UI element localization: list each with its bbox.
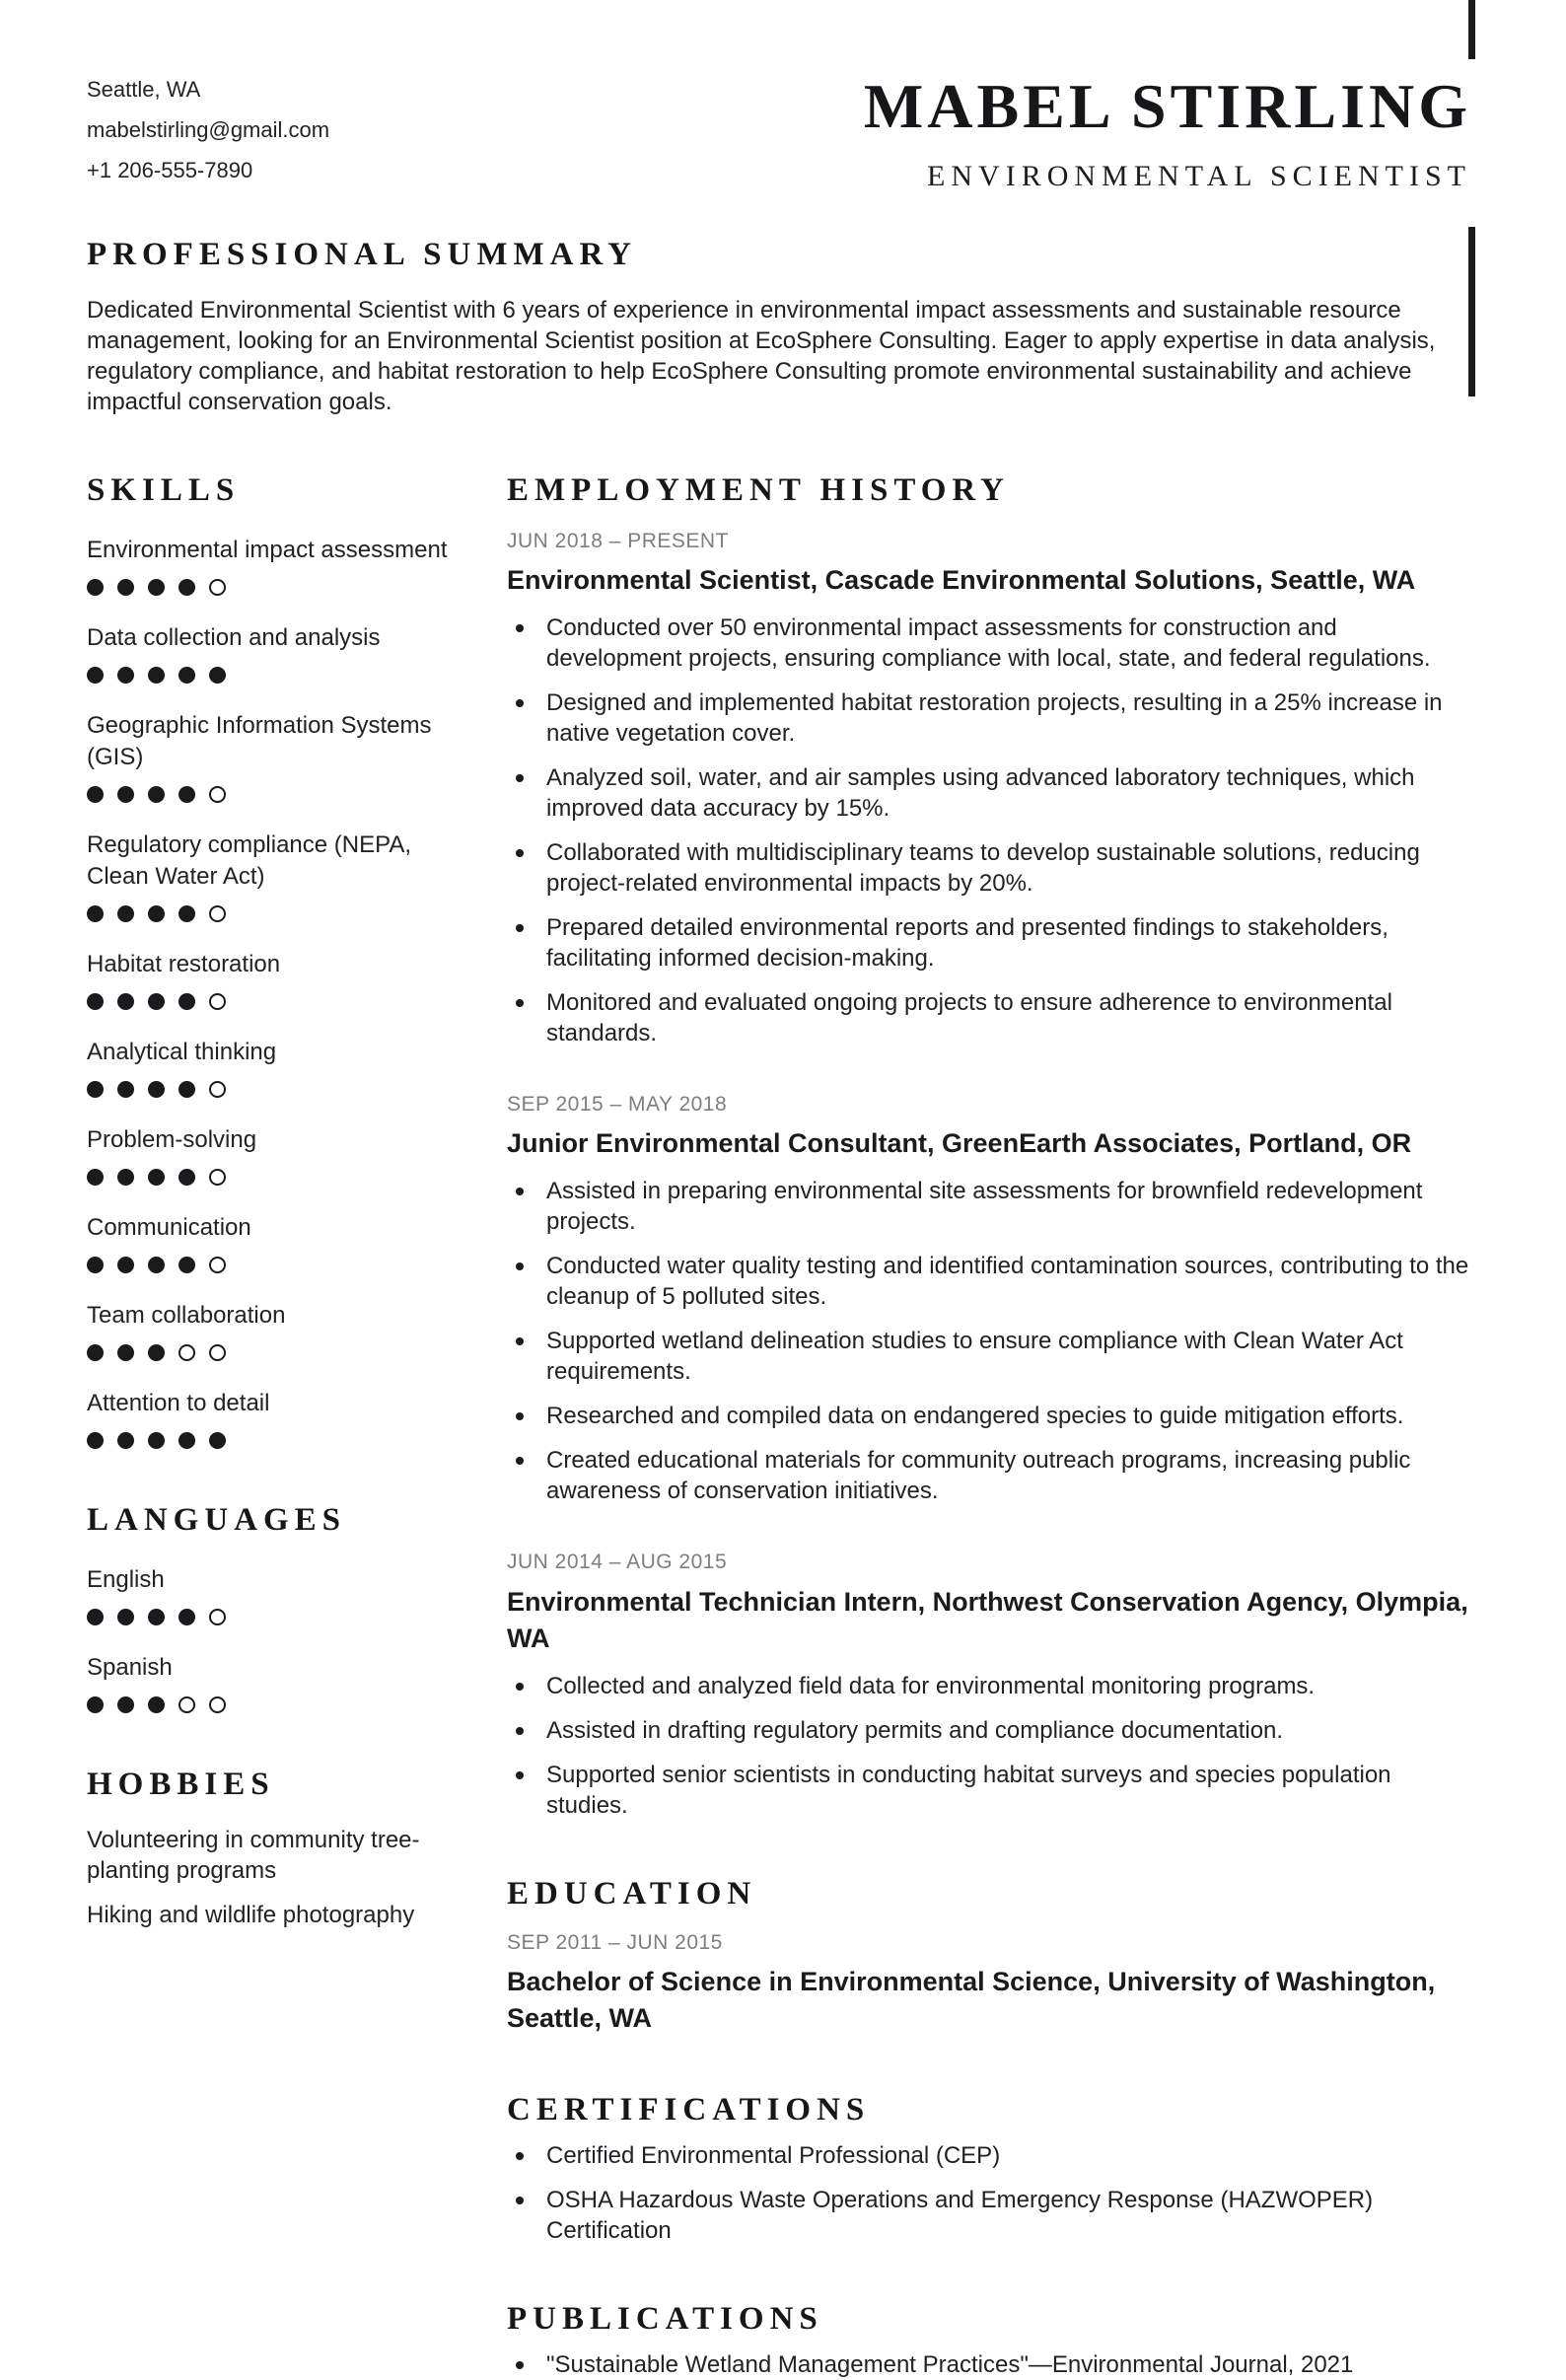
rating-dot-filled bbox=[178, 905, 195, 922]
bullet-item: Designed and implemented habitat restoration projects, resulting in a 25% increase in native vegetation cover. bbox=[507, 687, 1475, 749]
bullet-item: "Sustainable Wetland Management Practices"—Environmental Journal, 2021 bbox=[507, 2349, 1475, 2380]
rating-dots bbox=[87, 667, 454, 684]
education-entry bbox=[507, 1930, 1475, 2037]
job-entry bbox=[507, 529, 1475, 1048]
rating-dot-filled bbox=[148, 1432, 165, 1449]
bullet-item: Certified Environmental Professional (CEP) bbox=[507, 2140, 1475, 2171]
rating-dot-empty bbox=[209, 1081, 226, 1098]
rating-dot-filled bbox=[87, 1696, 104, 1713]
rating-dot-filled bbox=[148, 786, 165, 803]
job-bullets bbox=[507, 613, 1475, 1048]
rating-dot-filled bbox=[87, 1432, 104, 1449]
rating-dots bbox=[87, 1257, 454, 1273]
rating-dot-filled bbox=[148, 905, 165, 922]
bullet-item: Supported wetland delineation studies to ensure compliance with Clean Water Act requirements. bbox=[507, 1326, 1475, 1387]
certifications-list bbox=[507, 2140, 1475, 2246]
rating-dot-filled bbox=[178, 1257, 195, 1273]
rating-dot-filled bbox=[178, 579, 195, 596]
rating-dot-filled bbox=[87, 667, 104, 684]
rated-skill-item bbox=[87, 622, 454, 684]
rating-dot-filled bbox=[87, 786, 104, 803]
rating-dots bbox=[87, 579, 454, 596]
rating-dot-filled bbox=[209, 1432, 226, 1449]
publications-heading: PUBLICATIONS bbox=[507, 2300, 823, 2337]
rating-dot-filled bbox=[117, 786, 134, 803]
job-dates: SEP 2015 – MAY 2018 bbox=[507, 1093, 728, 1117]
rated-skill-item bbox=[87, 949, 454, 1010]
hobby-item: Hiking and wildlife photography bbox=[87, 1902, 415, 1928]
rated-skill-item bbox=[87, 1037, 454, 1098]
rated-skill-item bbox=[87, 1212, 454, 1273]
education-section bbox=[507, 1875, 1475, 2037]
rating-dots bbox=[87, 1432, 454, 1449]
job-dates: JUN 2018 – PRESENT bbox=[507, 530, 729, 552]
hobbies-heading: HOBBIES bbox=[87, 1767, 275, 1802]
candidate-job-title: ENVIRONMENTAL SCIENTIST bbox=[927, 160, 1471, 192]
right-column bbox=[507, 474, 1475, 2380]
jobs-list bbox=[507, 529, 1475, 1821]
skill-label: Communication bbox=[87, 1214, 251, 1241]
languages-list bbox=[87, 1564, 454, 1713]
rated-skill-item bbox=[87, 710, 454, 803]
hobbies-section bbox=[87, 1768, 454, 1930]
rating-dot-filled bbox=[148, 667, 165, 684]
summary-heading: PROFESSIONAL SUMMARY bbox=[87, 237, 637, 272]
rating-dot-filled bbox=[148, 993, 165, 1010]
certifications-heading: CERTIFICATIONS bbox=[507, 2091, 871, 2128]
rating-dot-filled bbox=[117, 1696, 134, 1713]
skill-label: Spanish bbox=[87, 1654, 173, 1681]
rating-dots bbox=[87, 993, 454, 1010]
rated-skill-item bbox=[87, 1652, 454, 1713]
rating-dot-empty bbox=[209, 1169, 226, 1186]
rating-dot-filled bbox=[87, 1344, 104, 1361]
bullet-item: Collected and analyzed field data for environmental monitoring programs. bbox=[507, 1671, 1475, 1701]
rating-dot-empty bbox=[209, 1257, 226, 1273]
rating-dot-filled bbox=[87, 1081, 104, 1098]
job-dates: JUN 2014 – AUG 2015 bbox=[507, 1551, 728, 1574]
rating-dot-filled bbox=[117, 905, 134, 922]
rating-dot-filled bbox=[117, 579, 134, 596]
rated-skill-item bbox=[87, 1124, 454, 1186]
bullet-item: Assisted in preparing environmental site assessments for brownfield redevelopment projects. bbox=[507, 1176, 1475, 1237]
rating-dots bbox=[87, 1609, 454, 1625]
rating-dots bbox=[87, 905, 454, 922]
skills-heading: SKILLS bbox=[87, 472, 241, 508]
rating-dot-filled bbox=[117, 667, 134, 684]
rating-dot-empty bbox=[209, 993, 226, 1010]
header bbox=[87, 63, 1475, 193]
rating-dot-filled bbox=[148, 579, 165, 596]
rating-dot-filled bbox=[117, 1432, 134, 1449]
job-bullets bbox=[507, 1671, 1475, 1821]
rating-dot-filled bbox=[87, 579, 104, 596]
rating-dot-filled bbox=[178, 667, 195, 684]
skill-label: Analytical thinking bbox=[87, 1039, 277, 1065]
rating-dot-empty bbox=[209, 905, 226, 922]
rating-dot-empty bbox=[178, 1344, 195, 1361]
bullet-item: Conducted water quality testing and identified contamination sources, contributing to the cleanup of 5 polluted sites. bbox=[507, 1251, 1475, 1312]
bullet-item: Analyzed soil, water, and air samples using advanced laboratory techniques, which improved data accuracy by 15%. bbox=[507, 762, 1475, 824]
rating-dot-filled bbox=[87, 1609, 104, 1625]
rating-dot-filled bbox=[117, 1169, 134, 1186]
rating-dot-filled bbox=[87, 1169, 104, 1186]
rated-skill-item bbox=[87, 535, 454, 596]
bullet-item: Created educational materials for community outreach programs, increasing public awareness of conservation initiatives. bbox=[507, 1445, 1475, 1506]
job-bullets bbox=[507, 1176, 1475, 1506]
rating-dot-filled bbox=[117, 1344, 134, 1361]
rating-dot-filled bbox=[178, 786, 195, 803]
rating-dot-filled bbox=[148, 1257, 165, 1273]
rating-dot-filled bbox=[178, 993, 195, 1010]
rating-dot-filled bbox=[178, 1432, 195, 1449]
skills-list bbox=[87, 535, 454, 1449]
rating-dots bbox=[87, 1169, 454, 1186]
rating-dots bbox=[87, 786, 454, 803]
certifications-section bbox=[507, 2091, 1475, 2246]
skill-label: Regulatory compliance (NEPA, Clean Water Act) bbox=[87, 831, 412, 890]
skill-label: Problem-solving bbox=[87, 1126, 257, 1153]
education-list bbox=[507, 1930, 1475, 2037]
rating-dot-filled bbox=[178, 1081, 195, 1098]
contact-info bbox=[87, 63, 329, 190]
rating-dots bbox=[87, 1081, 454, 1098]
bullet-item: Prepared detailed environmental reports and presented findings to stakeholders, facilitating informed decision-making. bbox=[507, 912, 1475, 974]
hobby-item: Volunteering in community tree-planting programs bbox=[87, 1827, 420, 1884]
job-entry bbox=[507, 1550, 1475, 1820]
candidate-name: MABEL STIRLING bbox=[863, 71, 1471, 141]
employment-heading: EMPLOYMENT HISTORY bbox=[507, 472, 1010, 508]
rating-dot-empty bbox=[209, 1344, 226, 1361]
bullet-item: Conducted over 50 environmental impact assessments for construction and development projects, ensuring compliance with local, state, and federal regulations. bbox=[507, 613, 1475, 674]
rating-dot-filled bbox=[148, 1696, 165, 1713]
rating-dots bbox=[87, 1696, 454, 1713]
publications-section bbox=[507, 2300, 1475, 2380]
publications-list bbox=[507, 2349, 1475, 2380]
skill-label: Geographic Information Systems (GIS) bbox=[87, 712, 432, 770]
rating-dot-filled bbox=[117, 1609, 134, 1625]
rating-dot-filled bbox=[178, 1169, 195, 1186]
skills-section bbox=[87, 474, 454, 1449]
rating-dot-filled bbox=[148, 1081, 165, 1098]
skill-label: Team collaboration bbox=[87, 1302, 286, 1329]
skill-label: English bbox=[87, 1566, 165, 1593]
contact-location: Seattle, WA bbox=[87, 77, 201, 102]
bullet-item: Assisted in drafting regulatory permits and compliance documentation. bbox=[507, 1715, 1475, 1746]
rating-dot-filled bbox=[117, 1257, 134, 1273]
job-title: Environmental Scientist, Cascade Environmental Solutions, Seattle, WA bbox=[507, 565, 1416, 596]
job-dates: SEP 2011 – JUN 2015 bbox=[507, 1930, 723, 1954]
rating-dot-empty bbox=[178, 1696, 195, 1713]
rated-skill-item bbox=[87, 1564, 454, 1625]
job-title: Environmental Technician Intern, Northwest Conservation Agency, Olympia, WA bbox=[507, 1586, 1468, 1653]
job-entry bbox=[507, 1092, 1475, 1506]
left-column bbox=[87, 474, 454, 2380]
rating-dot-filled bbox=[178, 1609, 195, 1625]
rating-dot-empty bbox=[209, 786, 226, 803]
rating-dot-filled bbox=[87, 993, 104, 1010]
employment-section bbox=[507, 474, 1475, 1821]
skill-label: Attention to detail bbox=[87, 1390, 270, 1416]
skill-label: Data collection and analysis bbox=[87, 624, 381, 651]
decorative-bar-top bbox=[1468, 0, 1475, 59]
rating-dot-filled bbox=[87, 905, 104, 922]
two-column-body bbox=[87, 474, 1475, 2380]
rating-dot-filled bbox=[117, 993, 134, 1010]
contact-phone: +1 206-555-7890 bbox=[87, 158, 253, 182]
education-heading: EDUCATION bbox=[507, 1875, 757, 1911]
rating-dot-filled bbox=[117, 1081, 134, 1098]
rating-dot-filled bbox=[148, 1344, 165, 1361]
professional-summary-section bbox=[87, 239, 1475, 417]
rating-dots bbox=[87, 1344, 454, 1361]
rated-skill-item bbox=[87, 1388, 454, 1449]
bullet-item: Collaborated with multidisciplinary teams to develop sustainable solutions, reducing project-related environmental impacts by 20%. bbox=[507, 837, 1475, 899]
rating-dot-filled bbox=[148, 1169, 165, 1186]
rated-skill-item bbox=[87, 829, 454, 922]
job-title: Junior Environmental Consultant, GreenEarth Associates, Portland, OR bbox=[507, 1128, 1412, 1159]
contact-email: mabelstirling@gmail.com bbox=[87, 117, 330, 142]
hobbies-list bbox=[87, 1825, 454, 1930]
rated-skill-item bbox=[87, 1300, 454, 1361]
bullet-item: Researched and compiled data on endangered species to guide mitigation efforts. bbox=[507, 1401, 1475, 1431]
rating-dot-empty bbox=[209, 1696, 226, 1713]
rating-dot-filled bbox=[87, 1257, 104, 1273]
name-block bbox=[864, 63, 1475, 193]
skill-label: Habitat restoration bbox=[87, 951, 281, 977]
decorative-bar-side bbox=[1468, 227, 1475, 397]
rating-dot-empty bbox=[209, 1609, 226, 1625]
skill-label: Environmental impact assessment bbox=[87, 537, 448, 563]
bullet-item: Monitored and evaluated ongoing projects to ensure adherence to environmental standards. bbox=[507, 987, 1475, 1048]
rating-dot-empty bbox=[209, 579, 226, 596]
job-title: Bachelor of Science in Environmental Science, University of Washington, Seattle, WA bbox=[507, 1966, 1436, 2033]
rating-dot-filled bbox=[148, 1609, 165, 1625]
bullet-item: OSHA Hazardous Waste Operations and Emergency Response (HAZWOPER) Certification bbox=[507, 2185, 1475, 2246]
languages-section bbox=[87, 1504, 454, 1713]
bullet-item: Supported senior scientists in conducting habitat surveys and species population studies. bbox=[507, 1760, 1475, 1821]
summary-text: Dedicated Environmental Scientist with 6 years of experience in environmental impact assessments and sustainable resource management, looking for an Environmental Scientist position at EcoSphere Consulting. Eager to apply expertise in data analysis, regulatory compliance, and habitat restoration to help EcoSphere Consulting promote environmental sustainability and achieve impactful conservation goals. bbox=[87, 297, 1436, 415]
languages-heading: LANGUAGES bbox=[87, 1502, 347, 1538]
rating-dot-filled bbox=[209, 667, 226, 684]
